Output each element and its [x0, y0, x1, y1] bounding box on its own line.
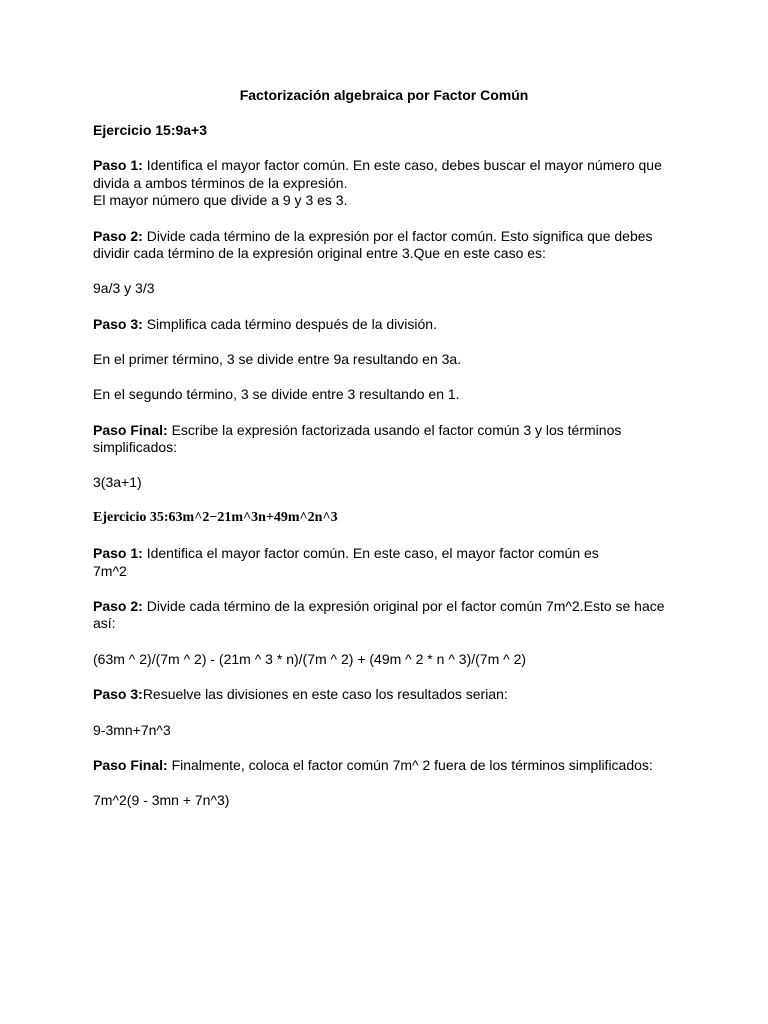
ex15-step3-line1 [93, 316, 693, 333]
ex15-step2-text: Divide cada término de la expresión por el factor común. Esto significa que debes [142, 228, 653, 244]
ex35-step3-text: Resuelve las divisiones en este caso los resultados serian: [142, 686, 508, 702]
ex15-step3-detail2: En el segundo término, 3 se divide entre 3 resultando en 1. [93, 386, 460, 402]
ex15-step1-text: Identifica el mayor factor común. En este caso, debes buscar el mayor número que [142, 157, 662, 173]
ex35-step3-line1 [93, 686, 693, 703]
ex15-step2-expression: 9a/3 y 3/3 [93, 280, 155, 296]
ex15-step1-line2: divida a ambos términos de la expresión. [93, 175, 348, 191]
ex35-step2-line2: así: [93, 615, 116, 631]
ex35-step2-expression: (63m ^ 2)/(7m ^ 2) - (21m ^ 3 * n)/(7m ^ 2) + (49m ^ 2 * n ^ 3)/(7m ^ 2) [93, 651, 527, 667]
ex15-step1-line3: El mayor número que divide a 9 y 3 es 3. [93, 192, 348, 208]
ex15-final-line2: simplificados: [93, 439, 178, 455]
ex15-step2-line2: dividir cada término de la expresión original entre 3.Que en este caso es: [93, 245, 546, 261]
ex35-step3-label: Paso 3: [93, 686, 143, 702]
ex15-step3-detail1: En el primer término, 3 se divide entre 9a resultando en 3a. [93, 351, 462, 367]
ex35-step2-line1 [93, 598, 693, 615]
ex35-final-line1 [93, 757, 693, 774]
ex15-step3-text: Simplifica cada término después de la división. [142, 316, 437, 332]
exercise-15-heading: Ejercicio 15:9a+3 [93, 122, 208, 138]
ex35-final-text: Finalmente, coloca el factor común 7m^ 2 fuera de los términos simplificados: [167, 757, 653, 773]
ex35-final-label: Paso Final: [93, 757, 168, 773]
ex35-step3-result: 9-3mn+7n^3 [93, 722, 171, 738]
ex15-final-text: Escribe la expresión factorizada usando el factor común 3 y los términos [167, 422, 622, 438]
ex35-step2-text: Divide cada término de la expresión original por el factor común 7m^2.Esto se hace [142, 598, 665, 614]
ex15-step1-line1 [93, 157, 693, 174]
ex15-final-label: Paso Final: [93, 422, 168, 438]
exercise-35-heading: Ejercicio 35:63m^2−21m^3n+49m^2n^3 [93, 510, 338, 525]
ex15-final-result: 3(3a+1) [93, 474, 142, 490]
ex15-step1-label: Paso 1: [93, 157, 143, 173]
ex15-step3-label: Paso 3: [93, 316, 143, 332]
ex15-step2-line1 [93, 228, 693, 245]
document-title: Factorización algebraica por Factor Común [239, 87, 529, 103]
ex35-final-result: 7m^2(9 - 3mn + 7n^3) [93, 792, 230, 808]
ex35-step2-label: Paso 2: [93, 598, 143, 614]
ex35-step1-text: Identifica el mayor factor común. En este caso, el mayor factor común es [142, 545, 599, 561]
ex15-step2-label: Paso 2: [93, 228, 143, 244]
ex35-step1-line2: 7m^2 [93, 563, 127, 579]
ex35-step1-label: Paso 1: [93, 545, 143, 561]
ex35-step1-line1 [93, 545, 693, 562]
ex15-final-line1 [93, 422, 693, 439]
